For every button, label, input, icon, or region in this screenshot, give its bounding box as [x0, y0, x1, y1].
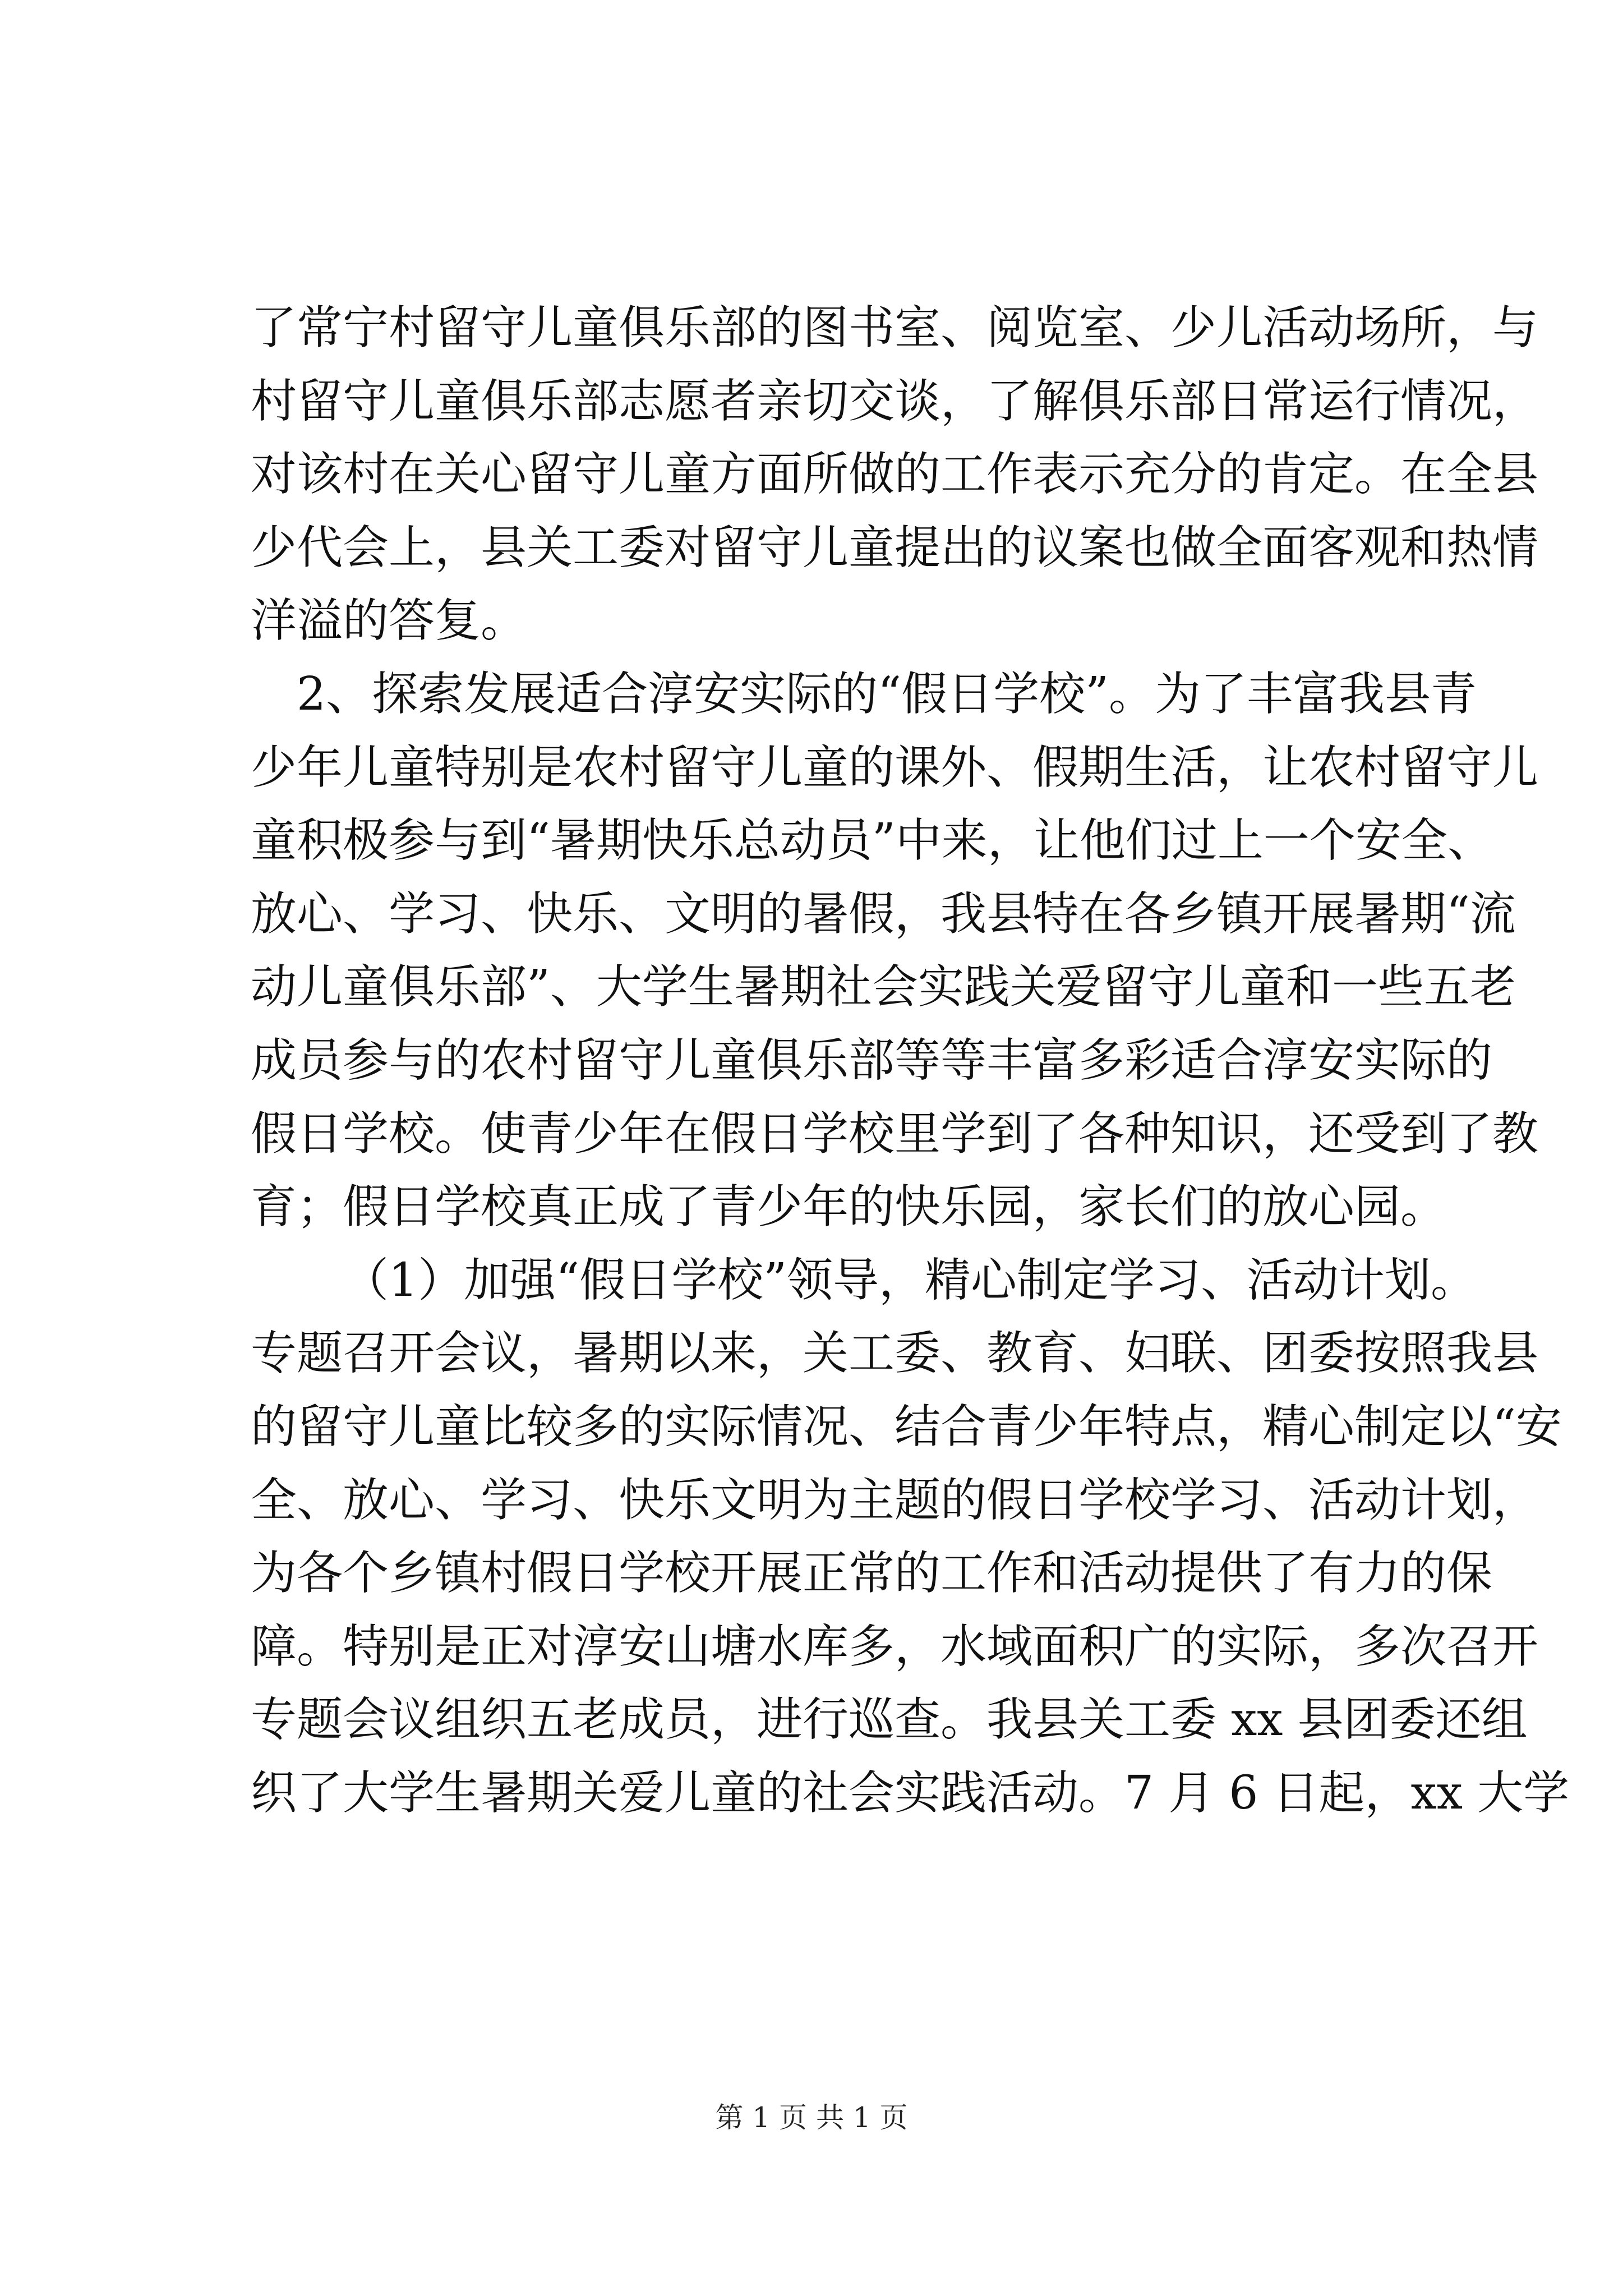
text-line: 洋溢的答复。 — [251, 594, 527, 648]
text-line: 对该村在关心留守儿童方面所做的工作表示充分的肯定。在全县 — [251, 448, 1539, 501]
text-line: 织了大学生暑期关爱儿童的社会实践活动。7 月 6 日起，xx 大学 — [251, 1766, 1570, 1820]
text-line: 了常宁村留守儿童俱乐部的图书室、阅览室、少儿活动场所，与 — [251, 301, 1539, 355]
text-line: 育；假日学校真正成了青少年的快乐园，家长们的放心园。 — [251, 1180, 1447, 1234]
text-line: 假日学校。使青少年在假日学校里学到了各种知识，还受到了教 — [251, 1107, 1539, 1161]
text-line: 的留守儿童比较多的实际情况、结合青少年特点，精心制定以“安 — [251, 1400, 1562, 1453]
page-footer: 第 1 页 共 1 页 — [715, 2101, 908, 2134]
body-text — [251, 292, 1570, 1830]
text-line: 少年儿童特别是农村留守儿童的课外、假期生活，让农村留守儿 — [251, 740, 1539, 794]
text-line: 放心、学习、快乐、文明的暑假，我县特在各乡镇开展暑期“流 — [251, 887, 1516, 941]
text-line: 为各个乡镇村假日学校开展正常的工作和活动提供了有力的保 — [251, 1547, 1493, 1600]
paragraph-start-line: 2、探索发展适合淳安实际的“假日学校”。为了丰富我县青 — [297, 667, 1477, 721]
text-line: 少代会上，县关工委对留守儿童提出的议案也做全面客观和热情 — [251, 521, 1539, 574]
text-line: 动儿童俱乐部”、大学生暑期社会实践关爱留守儿童和一些五老 — [251, 960, 1516, 1014]
text-line: 专题会议组织五老成员，进行巡查。我县关工委 xx 县团委还组 — [251, 1693, 1528, 1747]
text-line: 童积极参与到“暑期快乐总动员”中来，让他们过上一个安全、 — [251, 814, 1493, 868]
text-line: 专题召开会议，暑期以来，关工委、教育、妇联、团委按照我县 — [251, 1327, 1539, 1381]
text-line: 村留守儿童俱乐部志愿者亲切交谈，了解俱乐部日常运行情况， — [251, 374, 1539, 428]
paragraph-start-line: （1）加强“假日学校”领导，精心制定学习、活动计划。 — [343, 1253, 1477, 1307]
text-line: 全、放心、学习、快乐文明为主题的假日学校学习、活动计划， — [251, 1473, 1539, 1527]
text-line: 障。特别是正对淳安山塘水库多，水域面积广的实际，多次召开 — [251, 1619, 1539, 1673]
text-line: 成员参与的农村留守儿童俱乐部等等丰富多彩适合淳安实际的 — [251, 1033, 1493, 1087]
